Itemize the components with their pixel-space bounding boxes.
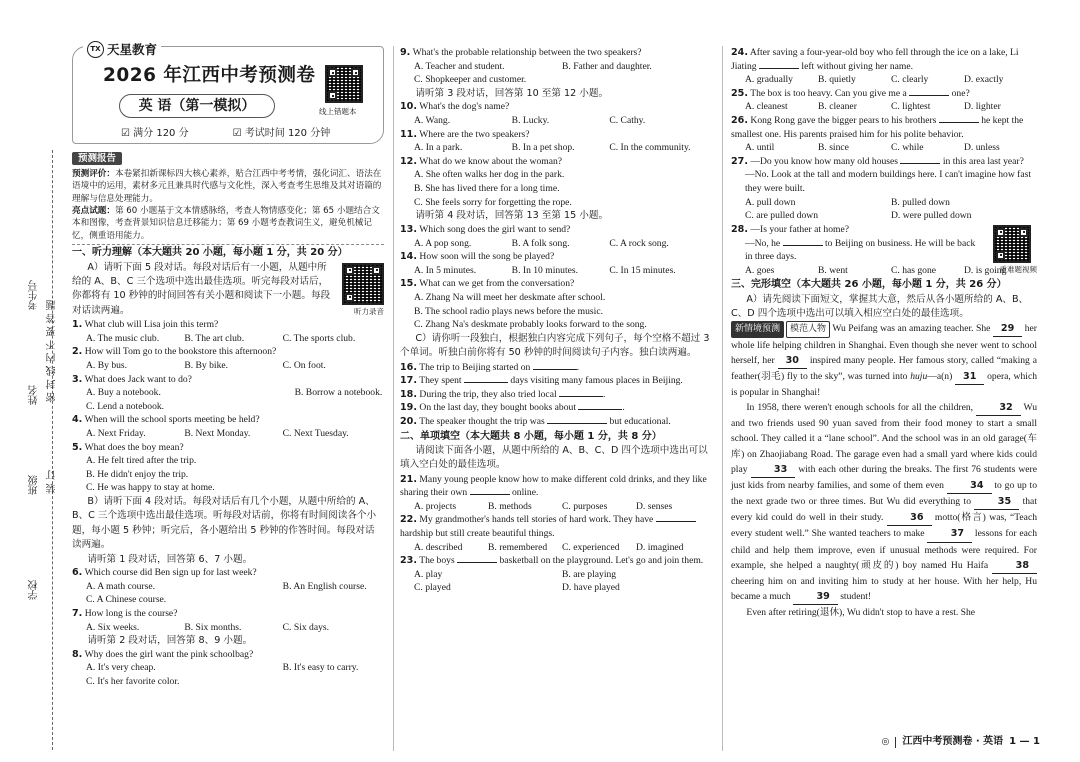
- text-listening-q1-text: What club will Lisa join this term?: [84, 319, 219, 331]
- text-single-q23-a[interactable]: A. play: [414, 568, 443, 580]
- question-15-option-c[interactable]: C. Zhang Na's deskmate probably looks forward to the song.: [414, 319, 647, 331]
- text-listening-q9-b[interactable]: B. Father and daughter.: [562, 60, 652, 72]
- question-25: [731, 87, 1037, 101]
- text-single-q24-d[interactable]: D. exactly: [964, 74, 1004, 86]
- text-cloze-p2i: student!: [840, 591, 872, 603]
- question-14: [400, 250, 710, 264]
- listening-section-3: 请听第 3 段对话，回答第 10 至第 12 小题。: [415, 87, 609, 99]
- text-listening-q11-n: 11.: [400, 128, 417, 140]
- qr-caption-wrongbook: 线上错题本: [319, 107, 357, 116]
- question-20: [400, 415, 710, 429]
- question-5-option-a[interactable]: A. He felt tired after the trip.: [86, 455, 197, 467]
- question-28: [731, 223, 1037, 237]
- text-single-q22-post: hardship but still create beautiful things.: [400, 528, 555, 540]
- text-listening-q3-text: What does Jack want to do?: [84, 373, 192, 385]
- answer-blank[interactable]: [783, 245, 823, 246]
- report-tag: 预测报告: [72, 152, 122, 165]
- gutter-seal-text: 密 封 线 内 不 要 答 题: [47, 300, 58, 403]
- text-listening-q5-text: What does the boy mean?: [84, 441, 184, 453]
- text-listening-q13-text: Which song does the girl want to send?: [419, 223, 571, 235]
- exam-time: ☑ 考试时间 120 分钟: [233, 127, 331, 141]
- footer-page-number: 1 — 1: [1009, 736, 1040, 747]
- video-qr-caption: 重难题视频: [999, 264, 1037, 274]
- text-single-q28-c[interactable]: C. has gone: [891, 264, 937, 276]
- gutter-name: 姓名: [29, 385, 40, 405]
- brand-name: 天星教育: [107, 42, 158, 57]
- question-16: [400, 361, 710, 375]
- text-listening-q1-c[interactable]: C. The sports club.: [282, 332, 356, 344]
- listening-part-a: [72, 261, 384, 319]
- text-single-q26-c[interactable]: C. while: [891, 142, 924, 154]
- blank-31[interactable]: 31: [955, 369, 984, 385]
- question-14-options: [400, 264, 710, 278]
- question-28-reply: [731, 237, 1037, 264]
- column-2: [400, 46, 710, 595]
- text-single-q28-line1: —Is your father at home?: [750, 223, 849, 235]
- text-listening-q12-n: 12.: [400, 155, 417, 167]
- seal-line: [52, 150, 53, 750]
- question-3: [72, 373, 384, 387]
- text-listening-q15-n: 15.: [400, 278, 417, 290]
- question-22: [400, 513, 710, 540]
- text-single-q26-post: he kept the smallest one. His parents praised him for his polite behavior.: [731, 115, 1024, 140]
- gutter-exam-no: 考生号: [29, 280, 40, 310]
- question-1-options: [72, 332, 384, 346]
- text-single-q23-n: 23.: [400, 555, 417, 567]
- text-listening-q14-n: 14.: [400, 251, 417, 263]
- answer-blank[interactable]: [939, 122, 979, 123]
- text-single-q27-d[interactable]: D. were pulled down: [891, 210, 972, 222]
- text-listening-q14-a[interactable]: A. In 5 minutes.: [414, 264, 477, 276]
- cloze-paragraph-1: [731, 321, 1037, 400]
- text-listening-q1-n: 1.: [72, 319, 83, 331]
- text-single-q28-d[interactable]: D. is going: [964, 264, 1007, 276]
- text-cloze-p2a: In 1958, there weren't enough schools for all the children,: [746, 402, 974, 414]
- exam-header: [72, 42, 384, 144]
- single-choice-heading: 二、单项填空（本大题共 8 小题，每小题 1 分，共 8 分）: [400, 430, 662, 442]
- question-5: [72, 441, 384, 455]
- text-cloze-p1e: —a(n): [927, 370, 953, 382]
- text-listening-q18-post: .: [603, 388, 606, 400]
- text-single-q28-post: to Beijing on business. He will be back in three days.: [745, 237, 976, 263]
- question-13: [400, 223, 710, 237]
- text-single-q28-a[interactable]: A. goes: [745, 264, 775, 276]
- text-listening-q3-b[interactable]: B. Borrow a notebook.: [294, 387, 383, 399]
- text-listening-q20-pre: The speaker thought the trip was: [419, 416, 545, 428]
- question-21: [400, 473, 710, 500]
- blank-34[interactable]: 34: [947, 478, 992, 494]
- question-9-option-c[interactable]: C. Shopkeeper and customer.: [414, 74, 527, 86]
- text-single-q24-pre: After saving a four-year-old boy who fell through the ice on a lake, Li Jiating: [731, 47, 1019, 72]
- text-listening-q9-text: What's the probable relationship between the two speakers?: [412, 47, 642, 58]
- blank-30[interactable]: 30: [778, 353, 807, 369]
- question-13-options: [400, 237, 710, 251]
- footer-logo-icon: ◎: [881, 736, 890, 747]
- question-15-option-a[interactable]: A. Zhang Na will meet her deskmate after school.: [414, 291, 606, 303]
- text-single-q25-d[interactable]: D. lighter: [964, 101, 1001, 113]
- question-6-option-c[interactable]: C. A Chinese course.: [86, 594, 167, 606]
- text-single-q22-b[interactable]: B. remembered: [488, 541, 548, 553]
- text-single-q25-n: 25.: [731, 87, 748, 99]
- question-23-options-ab: [400, 568, 710, 582]
- text-listening-q3-n: 3.: [72, 373, 83, 385]
- gutter-school: 学校: [29, 580, 40, 600]
- question-28-options: [731, 264, 1037, 278]
- question-21-options: [400, 500, 710, 514]
- question-27: [731, 155, 1037, 169]
- gutter-class: 班级: [29, 475, 40, 495]
- text-listening-q17-post: days visiting many famous places in Beijing.: [510, 375, 683, 387]
- text-listening-q6-text: Which course did Ben sign up for last week?: [84, 567, 257, 579]
- question-26-options: [731, 141, 1037, 155]
- text-cloze-p2g: lessons for each child and help them improve, even if unusual methods were required. For example, she helped a naughty(顽皮的) boy named Hu Haifa: [731, 528, 1037, 571]
- text-listening-q14-b[interactable]: B. In 10 minutes.: [511, 264, 579, 276]
- text-listening-q17-pre: They spent: [419, 375, 462, 387]
- answer-blank[interactable]: [900, 163, 940, 164]
- text-single-q27-c[interactable]: C. are pulled down: [745, 210, 819, 222]
- question-24: [731, 46, 1037, 73]
- answer-blank[interactable]: [533, 369, 577, 370]
- text-listening-q10-n: 10.: [400, 101, 417, 113]
- text-listening-q13-a[interactable]: A. A pop song.: [414, 237, 472, 249]
- text-single-q28-n: 28.: [731, 223, 748, 235]
- text-listening-q2-c[interactable]: C. On foot.: [282, 359, 326, 371]
- text-single-q21-pre: Many young people know how to make different cold drinks, and they like sharing their own: [400, 473, 707, 499]
- text-listening-q8-a[interactable]: A. It's very cheap.: [86, 662, 156, 674]
- evaluation-text: 本卷紧扣新课标四大核心素养，贴合江西中考考情，强化词汇、语法在语境中的运用，素材多元且兼具时代感与文化性，深入考查考生思维及其对语篇的理解与信息处理能力。: [72, 168, 382, 204]
- text-listening-q20-post: but educational.: [609, 416, 671, 428]
- text-single-q23-pre: The boys: [419, 555, 455, 567]
- text-listening-q8-b[interactable]: B. It's easy to carry.: [282, 662, 359, 674]
- text-listening-q18-n: 18.: [400, 388, 417, 400]
- exam-title: 2026 年江西中考预测卷: [103, 65, 316, 86]
- listening-section-1: 请听第 1 段对话，回答第 6、7 小题。: [87, 553, 253, 565]
- text-cloze-p1b: her whole life helping children in Shanghai. Even though she never went to school herself, her: [731, 323, 1037, 366]
- blank-32[interactable]: 32: [976, 400, 1021, 416]
- report-block: [72, 168, 384, 246]
- text-single-q24-a[interactable]: A. gradually: [745, 74, 793, 86]
- question-5-option-c[interactable]: C. He was happy to stay at home.: [86, 482, 215, 494]
- blank-36[interactable]: 36: [887, 510, 932, 526]
- text-cloze-p1a: Wu Peifang was an amazing teacher. She: [832, 323, 991, 335]
- text-listening-q7-n: 7.: [72, 608, 83, 619]
- video-qr-code-icon[interactable]: [993, 225, 1031, 263]
- answer-blank[interactable]: [547, 423, 607, 424]
- text-single-q22-c[interactable]: C. experienced: [562, 541, 620, 553]
- question-27-reply: —No. Look at the tall and modern buildings here. I can't imagine how fast they were built.: [745, 169, 1032, 195]
- column-divider-1: [393, 46, 394, 751]
- text-single-q25-b[interactable]: B. cleaner: [818, 101, 857, 113]
- answer-blank[interactable]: [470, 494, 510, 495]
- cloze-instructions: A）请先阅读下面短文，掌握其大意，然后从各小题所给的 A、B、C、D 四个选项中选出可以填入相应空白处的最佳选项。: [731, 293, 1029, 319]
- text-cloze-p1f: opera, which is popular in Shanghai!: [731, 370, 1037, 399]
- full-score: ☑ 满分 120 分: [121, 127, 189, 141]
- text-single-q28-pre: —No, he: [745, 237, 781, 249]
- tag-role-model: 模范人物: [786, 321, 830, 337]
- brand-logo-icon: TX: [87, 41, 104, 58]
- listening-section-2: 请听第 2 段对话，回答第 8、9 小题。: [87, 635, 253, 647]
- question-22-options: [400, 541, 710, 555]
- text-single-q27-a[interactable]: A. pull down: [745, 196, 796, 208]
- answer-blank[interactable]: [656, 521, 696, 522]
- question-17: [400, 374, 710, 388]
- text-listening-q1-a[interactable]: A. The music club.: [86, 332, 160, 344]
- text-single-q27-b[interactable]: B. pulled down: [891, 196, 950, 208]
- question-11-options: [400, 141, 710, 155]
- text-listening-q9-a[interactable]: A. Teacher and student.: [414, 60, 505, 72]
- listening-qr-caption: 听力录音: [354, 306, 384, 316]
- listening-section-4: 请听第 4 段对话，回答第 13 至第 15 小题。: [415, 210, 609, 222]
- text-single-q25-a[interactable]: A. cleanest: [745, 101, 788, 113]
- text-listening-q2-text: How will Tom go to the bookstore this afternoon?: [84, 346, 277, 358]
- text-listening-q4-text: When will the school sports meeting be held?: [84, 414, 260, 426]
- text-single-q27-n: 27.: [731, 155, 748, 167]
- answer-blank[interactable]: [578, 409, 622, 410]
- text-single-q26-pre: Kong Rong gave the bigger pears to his brothers: [750, 115, 937, 127]
- text-listening-q7-text: How long is the course?: [84, 608, 178, 619]
- highlights-label: 亮点试题：: [72, 205, 115, 216]
- text-cloze-p1d: huju: [910, 370, 928, 382]
- text-single-q21-post: online.: [511, 487, 539, 499]
- answer-blank[interactable]: [457, 562, 497, 563]
- text-listening-q4-n: 4.: [72, 414, 83, 426]
- text-single-q27-pre: —Do you know how many old houses: [750, 155, 899, 167]
- question-19: [400, 401, 710, 415]
- text-listening-q11-a[interactable]: A. In a park.: [414, 142, 463, 154]
- text-listening-q16-post: .: [576, 361, 580, 373]
- text-listening-q4-a[interactable]: A. Next Friday.: [86, 427, 146, 439]
- listening-part-a-instructions: A）请听下面 5 段对话。每段对话后有一小题，从题中所给的 A、B、C 三个选项中选出最佳选项。听完每段对话后，你都将有 10 秒钟的时间回答有关小题和阅读下一小题。每段对话读两遍。: [72, 261, 331, 316]
- text-listening-q10-c[interactable]: C. Cathy.: [609, 115, 646, 127]
- brand: [83, 41, 161, 59]
- question-18: [400, 388, 710, 402]
- question-27-options-cd: [731, 209, 1037, 223]
- tag-new-context: 新情境预测: [731, 321, 784, 337]
- exam-meta: [121, 127, 330, 141]
- text-cloze-p2b: Wu and two friends used 90 yuan saved from their food money to start a small school. They called it a “lane school”. And the school was in an old garage(车库) on Zhaojiabang Road. The garage even had a small yard where kids could play: [731, 402, 1037, 475]
- question-1: [72, 318, 384, 332]
- text-listening-q12-text: What do we know about the woman?: [419, 155, 563, 167]
- text-listening-q11-text: Where are the two speakers?: [419, 128, 530, 140]
- text-listening-q10-text: What's the dog's name?: [419, 101, 510, 113]
- text-listening-q8-n: 8.: [72, 648, 83, 660]
- text-listening-q11-b[interactable]: B. In a pet shop.: [511, 142, 575, 154]
- text-listening-q3-a[interactable]: A. Buy a notebook.: [86, 387, 161, 399]
- listening-part-c-instructions: C）请你听一段独白，根据独白内容完成下列句子，每个空格不超过 3 个单词。听独白前你将有 50 秒钟的时间阅读句子内容。独白读两遍。: [400, 332, 710, 359]
- question-4-options: [72, 427, 384, 441]
- text-single-q28-b[interactable]: B. went: [818, 264, 848, 276]
- question-8-options: [72, 661, 384, 675]
- text-single-q24-b[interactable]: B. quietly: [818, 74, 856, 86]
- blank-39[interactable]: 39: [793, 589, 838, 605]
- text-cloze-p2e: that every kid could do well in their study.: [731, 496, 1037, 524]
- text-single-q22-d[interactable]: D. imagined: [636, 541, 684, 553]
- text-single-q25-pre: The box is too heavy. Can you give me a: [750, 87, 907, 99]
- text-listening-q11-c[interactable]: C. In the community.: [609, 142, 691, 154]
- text-listening-q7-a[interactable]: A. Six weeks.: [86, 621, 140, 633]
- text-listening-q13-b[interactable]: B. A folk song.: [511, 237, 570, 249]
- subject-title: 英 语（第一模拟）: [119, 94, 275, 118]
- blank-37[interactable]: 37: [927, 526, 972, 542]
- text-listening-q6-b[interactable]: B. An English course.: [282, 580, 367, 592]
- text-single-q26-d[interactable]: D. unless: [964, 142, 1000, 154]
- text-listening-q9-n: 9.: [400, 47, 411, 58]
- text-listening-q4-b[interactable]: B. Next Monday.: [184, 427, 251, 439]
- binding-gutter: [0, 0, 64, 762]
- text-listening-q10-a[interactable]: A. Wang.: [414, 115, 451, 127]
- text-listening-q20-n: 20.: [400, 416, 417, 428]
- question-4: [72, 413, 384, 427]
- question-15: [400, 277, 710, 291]
- text-single-q21-n: 21.: [400, 473, 417, 485]
- passage-tags: [731, 321, 830, 337]
- question-3-option-c[interactable]: C. Lend a notebook.: [86, 400, 165, 412]
- text-single-q23-post: basketball on the playground. Let's go and join them.: [499, 555, 704, 567]
- text-single-q25-c[interactable]: C. lightest: [891, 101, 931, 113]
- text-single-q21-d[interactable]: D. senses: [636, 500, 673, 512]
- text-cloze-p2h: cheering him on and inviting him to study at her house. With her help, Hu became a much: [731, 575, 1037, 603]
- text-single-q21-a[interactable]: A. projects: [414, 500, 457, 512]
- text-listening-q15-text: What can we get from the conversation?: [419, 278, 575, 290]
- text-listening-q16-n: 16.: [400, 361, 417, 373]
- text-listening-q13-n: 13.: [400, 223, 417, 235]
- listening-qr-code-icon[interactable]: [342, 263, 384, 305]
- text-listening-q13-c[interactable]: C. A rock song.: [609, 237, 669, 249]
- text-cloze-p2c: with each other during the breaks. The first 76 students were just kids from nearby families, and some of them even: [731, 463, 1037, 491]
- question-2-options: [72, 359, 384, 373]
- single-choice-instructions: 请阅读下面各小题，从题中所给的 A、B、C、D 四个选项中选出可以填入空白处的最佳选项。: [400, 444, 708, 471]
- blank-33[interactable]: 33: [751, 462, 796, 478]
- question-6-options: [72, 580, 384, 594]
- question-12-option-a[interactable]: A. She often walks her dog in the park.: [414, 169, 565, 181]
- text-single-q26-n: 26.: [731, 115, 748, 127]
- question-12-option-b[interactable]: B. She has lived there for a long time.: [414, 183, 560, 195]
- text-listening-q10-b[interactable]: B. Lucky.: [511, 115, 550, 127]
- text-single-q22-pre: My grandmother's hands tell stories of hard work. They have: [419, 514, 654, 526]
- question-27-options-ab: [731, 196, 1037, 210]
- text-listening-q14-text: How soon will the song be played?: [419, 251, 555, 263]
- evaluation-label: 预测评价：: [72, 168, 115, 179]
- text-single-q26-b[interactable]: B. since: [818, 142, 849, 154]
- text-listening-q6-n: 6.: [72, 567, 83, 579]
- footer-divider: [895, 737, 896, 748]
- text-listening-q14-c[interactable]: C. In 15 minutes.: [609, 264, 676, 276]
- question-9: [400, 46, 710, 60]
- question-12: [400, 155, 710, 169]
- text-single-q21-c[interactable]: C. purposes: [562, 500, 608, 512]
- text-listening-q2-b[interactable]: B. By bike.: [184, 359, 229, 371]
- text-listening-q4-c[interactable]: C. Next Tuesday.: [282, 427, 349, 439]
- cloze-paragraph-2: [731, 400, 1037, 605]
- text-listening-q19-n: 19.: [400, 402, 417, 414]
- highlights-text: 第 60 小题基于文本情感脉络，考查人物情感变化；第 65 小题结合文本和图像，考查背景知识信息迁移能力；第 69 小题考查教词生义，避免机械记忆，侧重语用能力。: [72, 205, 380, 241]
- text-cloze-p1c: inspired many people. Her famous story, called “making a feather(羽毛) fly to the sky”, was turned into: [731, 354, 1037, 382]
- text-listening-q19-post: .: [622, 402, 625, 414]
- text-listening-q19-pre: On the last day, they bought books about: [419, 402, 576, 414]
- text-single-q26-a[interactable]: A. until: [745, 142, 775, 154]
- question-12-option-c[interactable]: C. She feels sorry for forgetting the rope.: [414, 196, 572, 208]
- listening-part-b-instructions: B）请听下面 4 段对话。每段对话后有几个小题，从题中所给的 A、B、C 三个选项中选出最佳选项。听每段对话前，你将有时间阅读各个小题，每小题 5 秒钟；听完后，各小题给出 5 秒钟的作答时间。每段对话读两遍。: [72, 496, 377, 551]
- text-listening-q16-pre: The trip to Beijing started on: [419, 361, 531, 373]
- cloze-heading: 三、完形填空（本大题共 26 小题，每小题 1 分，共 26 分）: [731, 279, 1007, 291]
- text-single-q21-b[interactable]: B. methods: [488, 500, 532, 512]
- text-single-q23-c[interactable]: C. played: [414, 582, 451, 594]
- text-single-q23-d[interactable]: D. have played: [562, 582, 620, 594]
- question-8-option-c[interactable]: C. It's her favorite color.: [86, 676, 180, 688]
- answer-blank[interactable]: [464, 382, 508, 383]
- question-10-options: [400, 114, 710, 128]
- question-23: [400, 554, 710, 568]
- question-24-options: [731, 73, 1037, 87]
- qr-code-icon[interactable]: [325, 65, 363, 103]
- question-3-options: [72, 386, 384, 400]
- blank-35[interactable]: 35: [974, 494, 1019, 510]
- question-10: [400, 100, 710, 114]
- blank-38[interactable]: 38: [992, 558, 1037, 574]
- text-single-q24-post: left without giving her name.: [801, 60, 914, 72]
- text-cloze-p2d: to go up to the next grade two or three times. But Wu did everything to: [731, 479, 1038, 508]
- gutter-cut-text: 装 订: [47, 470, 58, 494]
- question-2: [72, 345, 384, 359]
- text-single-q24-n: 24.: [731, 47, 748, 58]
- text-listening-q17-n: 17.: [400, 375, 417, 387]
- text-single-q22-n: 22.: [400, 514, 417, 526]
- text-single-q22-a[interactable]: A. described: [414, 541, 463, 553]
- question-7-options: [72, 621, 384, 635]
- question-26: [731, 114, 1037, 141]
- question-15-option-b[interactable]: B. The school radio plays news before the music.: [414, 305, 603, 317]
- text-listening-q2-n: 2.: [72, 346, 83, 358]
- answer-blank[interactable]: [909, 95, 949, 96]
- answer-blank[interactable]: [559, 396, 603, 397]
- question-6: [72, 566, 384, 580]
- blank-29[interactable]: 29: [993, 321, 1022, 337]
- text-single-q27-post: in this area last year?: [942, 155, 1024, 167]
- question-5-option-b[interactable]: B. He didn't enjoy the trip.: [86, 468, 189, 480]
- question-9-options: [400, 60, 710, 74]
- question-25-options: [731, 100, 1037, 114]
- text-listening-q1-b[interactable]: B. The art club.: [184, 332, 245, 344]
- text-cloze-p2f: motto(格言) was, “Teach every student well.” She wanted teachers to make: [731, 512, 1037, 540]
- page-footer: [881, 735, 1040, 749]
- question-7: [72, 607, 384, 621]
- column-1: [72, 42, 384, 689]
- text-single-q23-b[interactable]: B. are playing: [562, 568, 617, 580]
- column-3: [731, 46, 1037, 620]
- column-divider-2: [722, 46, 723, 751]
- text-listening-q6-a[interactable]: A. A math course.: [86, 580, 156, 592]
- text-listening-q5-n: 5.: [72, 441, 83, 453]
- footer-series: 江西中考预测卷 · 英语: [902, 736, 1004, 747]
- question-11: [400, 128, 710, 142]
- text-listening-q8-text: Why does the girl want the pink schoolbag?: [84, 648, 254, 660]
- text-listening-q7-c[interactable]: C. Six days.: [282, 621, 330, 633]
- question-28-block: [731, 223, 1037, 277]
- question-8: [72, 648, 384, 662]
- listening-heading: 一、听力理解（本大题共 20 小题，每小题 1 分，共 20 分）: [72, 247, 348, 259]
- text-listening-q2-a[interactable]: A. By bus.: [86, 359, 128, 371]
- text-single-q25-post: one?: [951, 87, 970, 99]
- cloze-paragraph-3: Even after retiring(退休), Wu didn't stop to have a rest. She: [746, 607, 976, 619]
- answer-blank[interactable]: [759, 68, 799, 69]
- text-single-q24-c[interactable]: C. clearly: [891, 74, 929, 86]
- text-listening-q18-pre: During the trip, they also tried local: [419, 388, 557, 400]
- question-23-options-cd: [400, 581, 710, 595]
- text-listening-q7-b[interactable]: B. Six months.: [184, 621, 242, 633]
